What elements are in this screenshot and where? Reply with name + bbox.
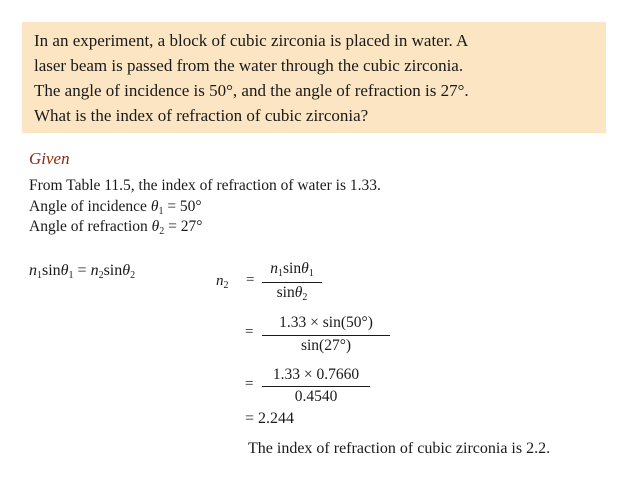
problem-line: In an experiment, a block of cubic zirconia is placed in water. A — [34, 31, 469, 50]
refraction-value: = 27° — [168, 218, 203, 235]
refraction-label: Angle of refraction — [29, 218, 148, 235]
given-heading: Given — [29, 149, 70, 168]
given-refraction: Angle of refraction $\theta_2 = 27^\circ$ — [29, 218, 203, 237]
step3-denominator: 0.4540 — [294, 388, 338, 405]
fraction-bar — [262, 386, 370, 387]
result: = 2.244 — [245, 410, 295, 427]
step1-denominator: sinθ$_2$ — [276, 284, 308, 303]
fraction-bar — [262, 282, 322, 283]
incidence-label: Angle of incidence — [29, 198, 147, 215]
given-incidence: Angle of incidence $\theta_1 = 50^\circ$ — [29, 198, 202, 217]
problem-line: What is the index of refraction of cubic zirconia? — [34, 106, 369, 125]
problem-line: laser beam is passed from the water through the cubic zirconia. — [34, 56, 464, 75]
step3-numerator: 1.33 × 0.7660 — [272, 366, 360, 383]
snell-equals: = — [77, 262, 87, 279]
snells-law: $n_1\sin\theta_1 = n_2\sin\theta_2$ — [29, 262, 136, 281]
step1-numerator: $n_1\sin\theta_1$ — [270, 260, 314, 279]
fraction-bar — [262, 335, 390, 336]
incidence-value: = 50° — [167, 198, 202, 215]
step2-denominator: sin(27°) — [300, 337, 352, 354]
given-water-index: From Table 11.5, the index of refraction of water is 1.33. — [29, 177, 381, 194]
problem-line: The angle of incidence is 50°, and the angle of refraction is 27°. — [34, 81, 469, 100]
problem-statement — [22, 22, 606, 133]
n2-symbol: $n_2$ — [216, 273, 229, 291]
step1-equals: = — [246, 272, 255, 288]
step2-numerator: 1.33 × sin(50°) — [279, 314, 373, 331]
conclusion: The index of refraction of cubic zirconia is 2.2. — [248, 440, 551, 457]
